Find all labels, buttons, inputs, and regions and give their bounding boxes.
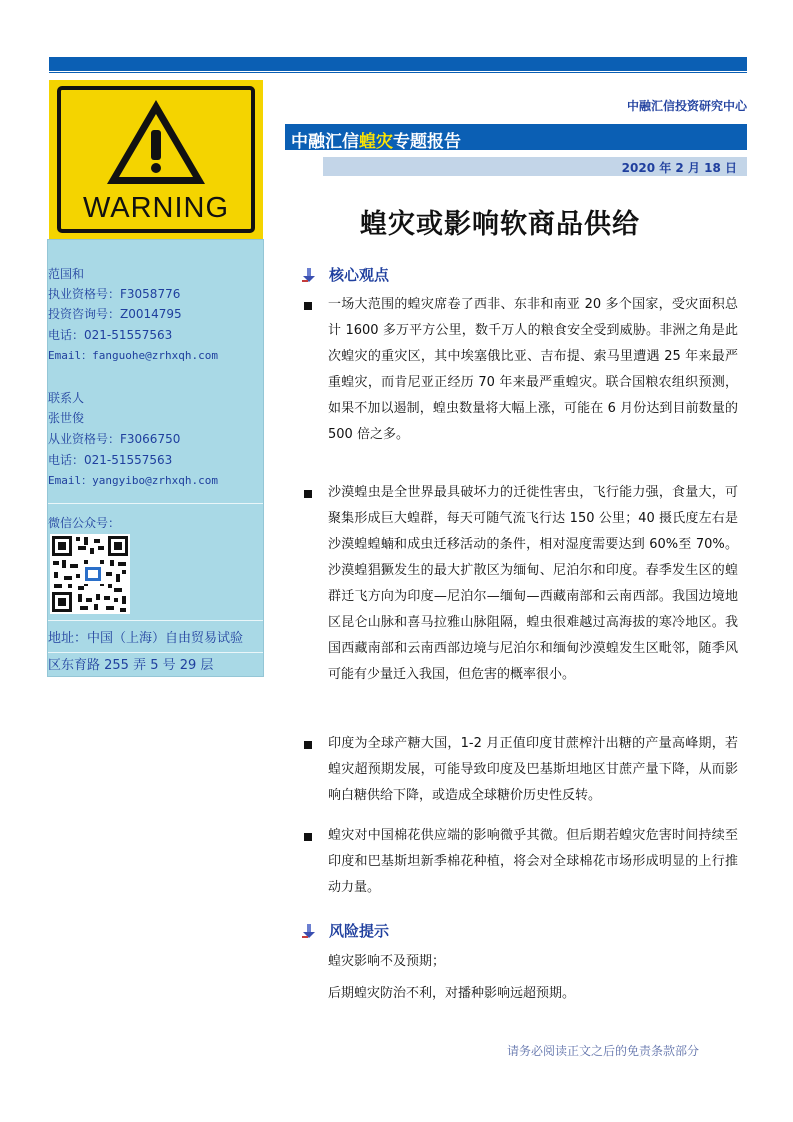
analyst-license: 执业资格号：F3058776 [48,287,181,301]
section-risk-title: 风险提示 [329,922,390,940]
address-line-2: 区东育路 255 弄 5 号 29 层 [48,658,214,673]
top-brand-bar [49,57,747,71]
disclaimer-footer: 请务必阅读正文之后的免责条款部分 [507,1044,700,1058]
core-point-3: 印度为全球产糖大国，1-2 月正值印度甘蔗榨汁出糖的产量高峰期，若蝗灾超预期发展，可能导致印度及巴基斯坦地区甘蔗产量下降，从而影响白糖供给下降，或造成全球糖价历史性反转。 [328,736,738,803]
bullet-square [304,302,312,310]
sidebar-divider [48,620,263,621]
report-highlight: 蝗灾 [359,132,393,152]
section-core-heading [301,264,389,285]
bullet-square [304,833,312,841]
sidebar-divider [48,503,263,504]
date-bar [323,157,747,176]
contact-label: 联系人 [48,391,85,405]
analyst-name: 范国和 [48,267,85,281]
section-core-title: 核心观点 [329,266,390,284]
arrow-bullet-icon [301,267,317,283]
risk-line-1: 蝗灾影响不及预期； [328,954,446,969]
top-rule [49,72,747,73]
core-point-1: 一场大范围的蝗灾席卷了西非、东非和南亚 20 多个国家，受灾面积总计 1600 多万平方公里，数千万人的粮食安全受到威胁。非洲之角是此次蝗灾的重灾区，其中埃塞俄比亚、吉布提、索马里遭遇 25 年来最严重蝗灾，而肯尼亚正经历 70 年来最严重蝗灾。联合国粮农组织预测，如果不加以遏制，蝗虫数量将大幅上涨，可能在 6 月份达到目前数量的 500 倍之多。 [328,297,738,442]
report-title [291,127,461,152]
sidebar-divider [48,652,263,653]
analyst-consult-number: 投资咨询号：Z0014795 [48,307,182,321]
risk-line-2: 后期蝗灾防治不利，对播种影响远超预期。 [328,986,576,1001]
report-date: 2020 年 2 月 18 日 [621,161,737,175]
section-risk-heading [301,920,389,941]
report-suffix: 专题报告 [393,132,461,152]
arrow-bullet-icon [301,923,317,939]
bullet-square [304,490,312,498]
bullet-square [304,741,312,749]
analyst-phone: 电话：021-51557563 [48,328,173,342]
report-banner [285,124,747,150]
qr-code-icon [50,534,130,614]
page-title: 蝗灾或影响软商品供给 [360,209,640,240]
warning-sign [49,80,263,239]
research-center-name: 中融汇信投资研究中心 [626,99,747,113]
contact-license: 从业资格号：F3066750 [48,432,181,446]
wechat-label: 微信公众号： [48,516,121,530]
report-prefix: 中融汇信 [291,132,359,152]
contact-phone: 电话：021-51557563 [48,453,173,467]
contact-sidebar [47,239,264,677]
address-line-1: 地址：中国（上海）自由贸易试验 [48,631,244,646]
contact-email[interactable]: Email：yangyibo@zrhxqh.com [48,474,218,487]
analyst-email[interactable]: Email：fanguohe@zrhxqh.com [48,349,218,362]
warning-word: WARNING [82,192,230,224]
core-point-2: 沙漠蝗虫是全世界最具破坏力的迁徙性害虫，飞行能力强，食量大，可聚集形成巨大蝗群，每天可随气流飞行达 150 公里；40 摄氏度左右是沙漠蝗蝗蝻和成虫迁移活动的条件，相对湿度需要达到 60%至 70%。沙漠蝗猖獗发生的最大扩散区为缅甸、尼泊尔和印度。春季发生区的蝗群迁飞方向为印度—尼泊尔—缅甸—西藏南部和云南西部。我国边境地区昆仑山脉和喜马拉雅山脉阻隔，蝗虫很难越过高海拔的寒冷地区。我国西藏南部和云南西部边境与尼泊尔和缅甸沙漠蝗发生区毗邻，随季风可能有少量迁入我国，但危害的概率很小。 [328,485,738,682]
core-point-4: 蝗灾对中国棉花供应端的影响微乎其微。但后期若蝗灾危害时间持续至印度和巴基斯坦新季棉花种植，将会对全球棉花市场形成明显的上行推动力量。 [328,828,738,895]
contact-name: 张世俊 [48,411,85,425]
